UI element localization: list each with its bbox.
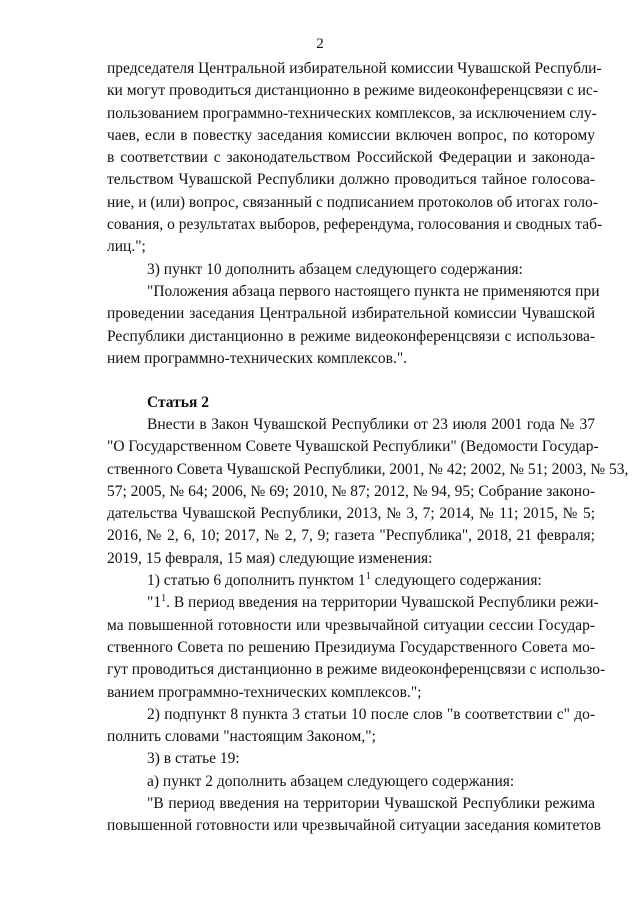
text-line: 2016, № 2, 6, 10; 2017, № 2, 7, 9; газета "Республика", 2018, 21 февраля;	[107, 527, 595, 545]
text-line: лиц.";	[107, 238, 146, 256]
text-line: в соответствии с законодательством Российской Федерации и законода-	[107, 149, 595, 167]
text-line: ственного Совета Чувашской Республики, 2001, № 42; 2002, № 51; 2003, № 53,	[107, 460, 629, 478]
text-line: сования, о результатах выборов, референдума, голосования и сводных таб-	[107, 216, 603, 234]
section-heading: Статья 2	[147, 394, 209, 411]
text-line: 2) подпункт 8 пункта 3 статьи 10 после слов "в соответствии с" до-	[147, 705, 595, 723]
text-line: ванием программно-технических комплексов.";	[107, 683, 422, 701]
text-line: ки могут проводиться дистанционно в режиме видеоконференцсвязи с ис-	[107, 82, 598, 100]
text-line: 2019, 15 февраля, 15 мая) следующие изменения:	[107, 549, 433, 567]
text-line: а) пункт 2 дополнить абзацем следующего содержания:	[147, 772, 515, 790]
text-line: "Положения абзаца первого настоящего пункта не применяются при	[147, 282, 600, 300]
text-line: нием программно-технических комплексов.".	[107, 349, 408, 367]
text-run: следующего содержания:	[370, 572, 542, 590]
text-block-article-1-end	[107, 58, 603, 370]
superscript: 1	[365, 571, 371, 583]
text-line: дательства Чувашской Республики, 2013, № 3, 7; 2014, № 11; 2015, № 5;	[107, 505, 595, 523]
text-line: проведении заседания Центральной избирательной комиссии Чувашской	[107, 305, 595, 323]
text-line: Внести в Закон Чувашской Республики от 23 июля 2001 года № 37	[147, 416, 595, 433]
text-run: "1	[147, 594, 162, 612]
text-line: ние, и (или) вопрос, связанный с подписанием протоколов об итогах голо-	[107, 193, 598, 211]
text-line: Республики дистанционно в режиме видеоконференцсвязи с использова-	[107, 327, 595, 345]
text-line: председателя Центральной избирательной комиссии Чувашской Республи-	[107, 60, 602, 77]
text-run: 1) статью 6 дополнить пунктом 1	[147, 572, 366, 590]
text-line: 57; 2005, № 64; 2006, № 69; 2010, № 87; 2012, № 94, 95; Собрание законо-	[107, 482, 595, 500]
text-line: повышенной готовности или чрезвычайной ситуации заседания комитетов	[107, 817, 601, 835]
text-line: гут проводиться дистанционно в режиме видеоконференцсвязи с использо-	[107, 661, 606, 679]
superscript: 1	[161, 593, 167, 605]
article-2-heading	[107, 392, 595, 414]
text-line: ма повышенной готовности или чрезвычайной ситуации сессии Государ-	[107, 616, 595, 634]
text-block-article-2	[107, 414, 629, 838]
page-number: 2	[316, 36, 324, 52]
text-line: ственного Совета по решению Президиума Государственного Совета мо-	[107, 638, 595, 656]
text-line: "В период введения на территории Чувашской Республики режима	[147, 795, 595, 813]
text-run: . В период введения на территории Чувашской Республики режи-	[166, 594, 599, 612]
text-line-quote-start	[107, 592, 599, 614]
text-line: 3) в статье 19:	[147, 750, 240, 768]
text-line-item-1	[107, 570, 595, 592]
text-line: чаев, если в повестку заседания комиссии включен вопрос, по которому	[107, 126, 595, 144]
text-line: полнить словами "настоящим Законом,";	[107, 728, 376, 746]
text-line: "О Государственном Совете Чувашской Республики" (Ведомости Государ-	[107, 438, 599, 456]
text-line: 3) пункт 10 дополнить абзацем следующего содержания:	[147, 260, 523, 278]
text-line: пользованием программно-технических комплексов, за исключением слу-	[107, 104, 597, 122]
text-line: тельством Чувашской Республики должно проводиться тайное голосова-	[107, 171, 595, 189]
